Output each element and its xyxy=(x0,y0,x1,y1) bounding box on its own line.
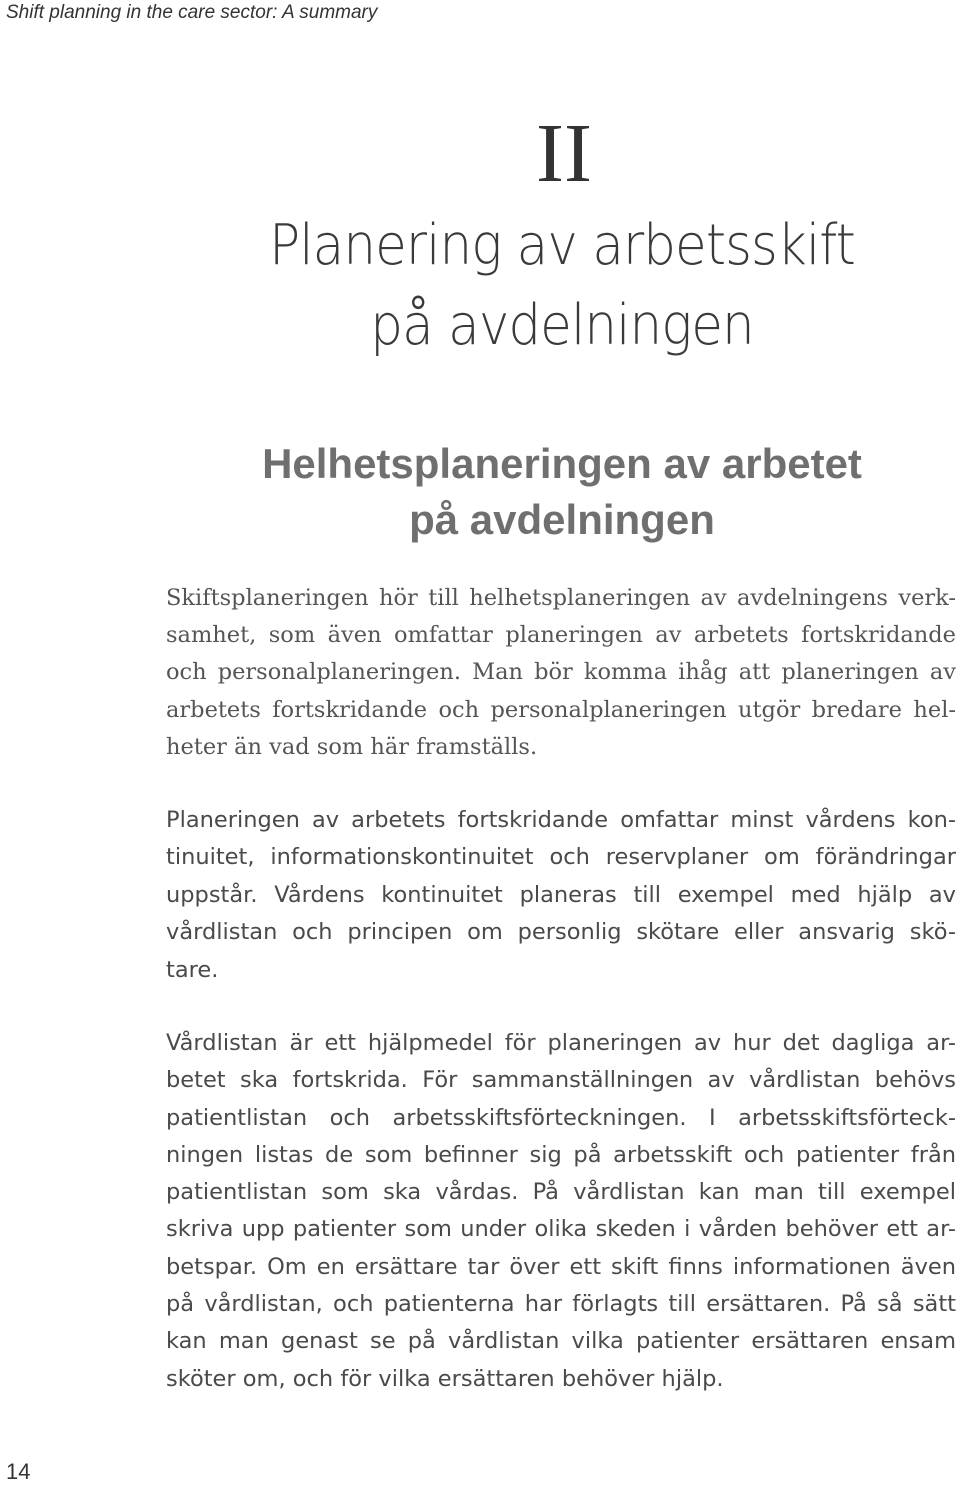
text-line: uppstår. Vårdens kontinuitet planeras till exempel med hjälp av xyxy=(166,881,956,908)
text-line: patientlistan och arbetsskiftsförteckningen. I arbetsskiftsförteck- xyxy=(166,1104,956,1131)
running-header: Shift planning in the care sector: A summary xyxy=(6,2,378,23)
text-line: tare. xyxy=(166,956,219,983)
text-line: betspar. Om en ersättare tar över ett skift finns informationen även xyxy=(166,1253,956,1280)
text-line: vårdlistan och principen om personlig skötare eller ansvarig skö- xyxy=(166,919,956,946)
text-line: sköter om, och för vilka ersättaren behöver hjälp. xyxy=(166,1365,724,1392)
text-line: tinuitet, informationskontinuitet och reservplaner om förändringar xyxy=(166,844,956,871)
text-line: och personalplaneringen. Man bör komma ihåg att planeringen av xyxy=(166,659,956,686)
text-line: på vårdlistan, och patienterna har förlagts till ersättaren. På så sätt xyxy=(166,1291,956,1318)
text-line: kan man genast se på vårdlistan vilka patienter ersättaren ensam xyxy=(166,1328,956,1355)
text-line: heter än vad som här framställs. xyxy=(166,733,538,760)
chapter-title-line: Planering av arbetsskift xyxy=(269,213,855,278)
text-line: skriva upp patienter som under olika skeden i vården behöver ett ar- xyxy=(166,1216,956,1243)
text-line: patientlistan som ska vårdas. På vårdlistan kan man till exempel xyxy=(166,1179,956,1206)
section-title-line: på avdelningen xyxy=(409,496,715,543)
text-line: Planeringen av arbetets fortskridande omfattar minst vårdens kon- xyxy=(166,807,956,833)
text-line: betet ska fortskrida. För sammanställningen av vårdlistan behövs xyxy=(166,1067,956,1094)
chapter-title xyxy=(232,206,892,366)
text-line: arbetets fortskridande och personalplaneringen utgör bredare hel- xyxy=(166,696,956,723)
page-number: 14 xyxy=(6,1459,31,1484)
text-line: Skiftsplaneringen hör till helhetsplaneringen av avdelningens verk- xyxy=(166,585,956,611)
section-title-line: Helhetsplaneringen av arbetet xyxy=(262,440,862,487)
section-title xyxy=(232,436,892,548)
paragraph-1 xyxy=(166,580,956,766)
text-line: samhet, som även omfattar planeringen av arbetets fortskridande xyxy=(166,622,956,649)
paragraph-2 xyxy=(166,802,956,989)
text-line: ningen listas de som befinner sig på arbetsskift och patienter från xyxy=(166,1141,956,1168)
text-line: Vårdlistan är ett hjälpmedel för planeringen av hur det dagliga ar- xyxy=(166,1030,956,1056)
paragraph-3 xyxy=(166,1025,956,1398)
chapter-title-line: på avdelningen xyxy=(370,293,754,358)
chapter-number: II xyxy=(536,107,592,200)
